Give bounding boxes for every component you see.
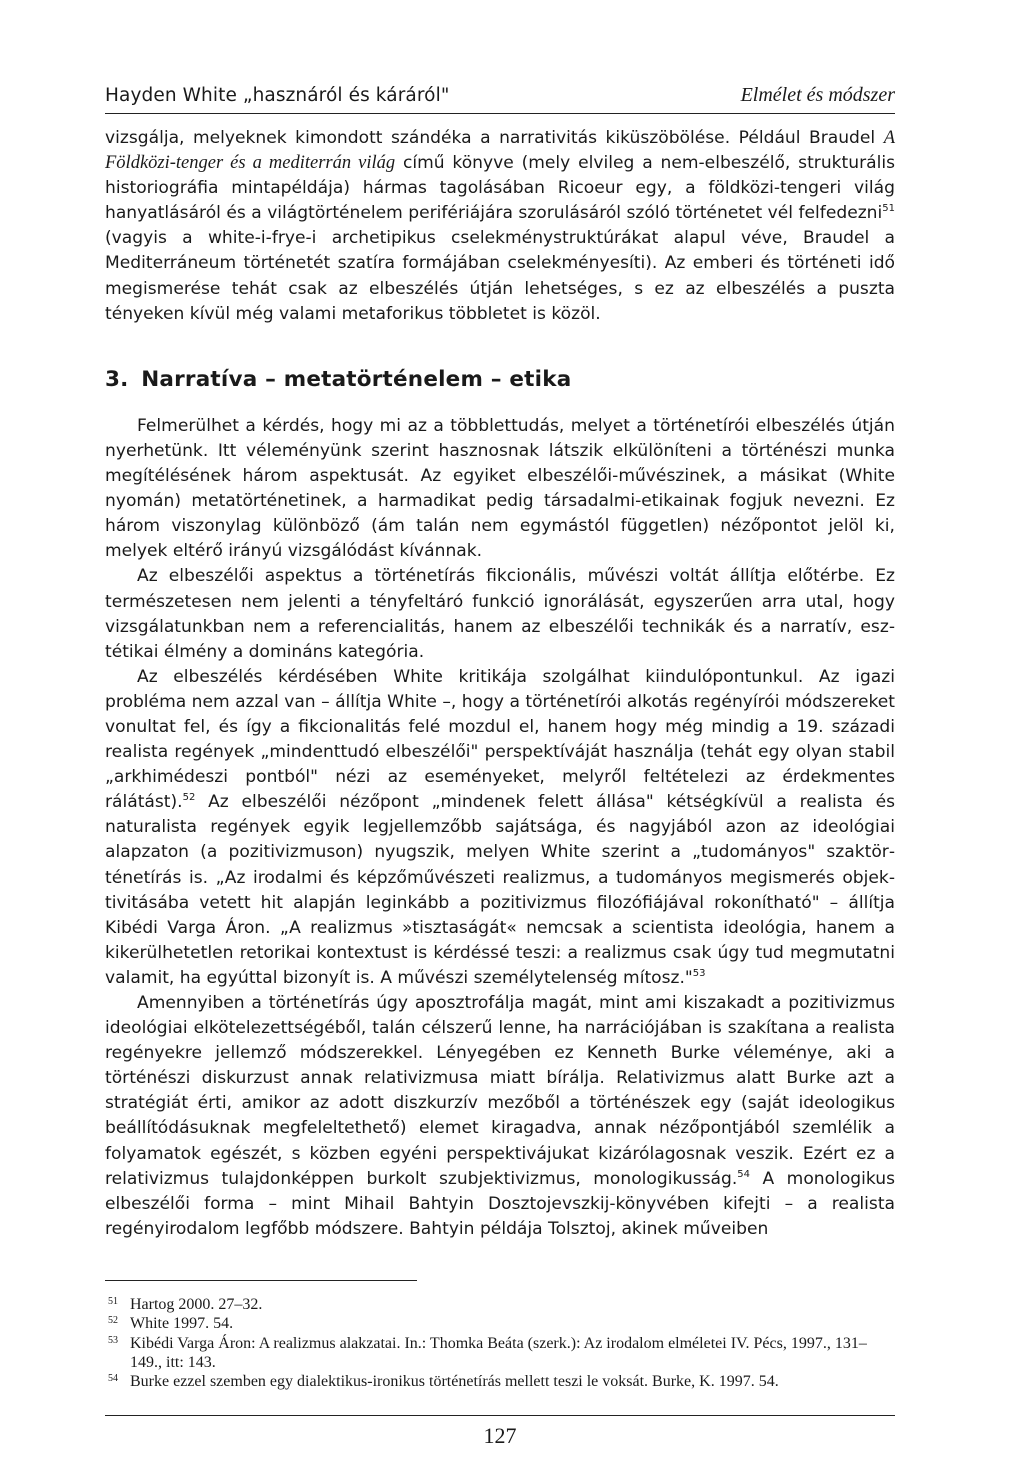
page-number: 127	[483, 1423, 517, 1449]
section-heading	[105, 367, 895, 392]
running-header-section: Elmélet és módszer	[740, 84, 895, 106]
footnotes	[105, 1295, 895, 1391]
footnote-number: 52	[108, 1315, 118, 1327]
footnote	[108, 1314, 895, 1333]
footnote-ref[interactable]: 52	[182, 792, 196, 804]
footnote-text: White 1997. 54.	[130, 1315, 234, 1333]
footnote	[108, 1295, 895, 1314]
paragraph: vizsgálja, melyeknek kimondott szándéka a narrativitás kiküszöbölése. Például Braudel A Földközi-tenger és a mediterrán világ című könyve (mely elvileg a nem-elbeszélő, strukturális historiográfia mintapéldája) hármas tagolásában Ricoeur egy, a földközi-tengeri világ hanyatlásáról és a világtörténelem perifériájára szorulásáról szóló történetet vél felfedezni$^{51}$ (vagyis a white-i-frye-i archetipikus cselekménystruktúrákat alapul véve, Braudel a Mediterráneum történetét szatíra formájában cselekményesíti). Az emberi és történeti idő megismerése tehát csak az elbeszélés útján lehetséges, s ez az elbeszélés a puszta tényeken kívül még valami metaforikus többletet is közöl.	[105, 128, 895, 324]
footnote-text: Burke ezzel szemben egy dialektikus-ironikus történetírás mellett teszi le voksát. Burke, K. 1997. 54.	[130, 1373, 779, 1391]
running-header	[105, 84, 895, 114]
footnote-ref[interactable]: 51	[882, 203, 895, 215]
footnote-number: 53	[108, 1334, 118, 1346]
running-header-title: Hayden White „hasznáról és káráról"	[105, 85, 450, 106]
section-title: Narratíva – metatörténelem – etika	[141, 366, 572, 392]
book-title: A Földközi-tenger és a mediterrán világ	[105, 128, 895, 174]
footnote-number: 51	[108, 1295, 118, 1307]
bottom-rule	[105, 1415, 895, 1416]
footnote-text: Kibédi Varga Áron: A realizmus alakzatai. In.: Thomka Beáta (szerk.): Az irodalom elméletei IV. Pécs, 1997., 131–149., itt: 143.	[130, 1334, 867, 1371]
footnote-ref[interactable]: 53	[692, 967, 706, 979]
paragraph: Az elbeszélés kérdésében White kritikája szolgálhat kiindulópontunkul. Az igazi probléma nem azzal van – állítja White –, hogy a történetírói alkotás regényírói módszereket vonultat fel, és így a fikcionalitás felé mozdul el, hanem hogy még mindig a 19. századi realista regények „mindenttudó elbeszélői" perspektíváját használja (tehát egy olyan stabil „arkhimédeszi pontból" nézi az eseményeket, melyről feltételezi az érdekmentes rálátást).$^{52}$ Az elbeszélői nézőpont „mindenek felett állása" kétségkívül a realista és naturalista regények egyik legjellemzőbb sajátsága, és nagyjából azon az ideológiai alapzaton (a pozitivizmuson) nyugszik, melyen White szerint a „tudományos" szaktörténetírás is. „Az irodalmi és képzőművészeti realizmus, a tudományos megismerés objektivitásába vetett hit alapján leginkább a pozitivizmus filozófiájával rokonítható" – állítja Kibédi Varga Áron. „A realizmus »tisztaságát« nemcsak a scientista ideológia, hanem a kikerülhetetlen retorikai kontextust is kérdéssé teszi: a realizmus csak úgy tud megmutatni valamit, ha egyúttal bizonyít is. A művészi személytelenség mítosz."$^{53}$	[105, 666, 895, 988]
paragraph: Amennyiben a történetírás úgy aposztrofálja magát, mint ami kiszakadt a pozitivizmus ideológiai elkötelezettségéből, talán célszerű lenne, ha narrációjában is szakítana a realista regényekre jellemző módszerekkel. Lényegében ez Kenneth Burke véleménye, aki a történészi diskurzust annak relativizmusa miatt bírálja. Relativizmus alatt Burke azt a stratégiát érti, amikor az adott diszkurzív mezőből a történészek egy (saját ideologikus beállítódásuknak megfeleltethető) elemet kiragadva, annak nézőpontjából szemlélik a folyamatok egészét, s közben egyéni perspektivájukat kizárólagosnak veszik. Ezért ez a relativizmus tulajdonképpen burkolt szubjektivizmus, monologikusság.$^{54}$ A monologikus elbeszélői forma – mint Mihail Bahtyin Dosztojevszkij-könyvében kifejti – a realista regényirodalom legfőbb módszere. Bahtyin példája Tolsztoj, akinek műveiben	[105, 993, 895, 1239]
book-page	[105, 84, 895, 1449]
footnote-number: 54	[108, 1373, 118, 1385]
footnote	[108, 1372, 895, 1391]
body-text	[105, 126, 895, 1242]
footnote-divider	[105, 1280, 417, 1281]
footnote-ref[interactable]: 54	[737, 1168, 750, 1180]
paragraph: Felmerülhet a kérdés, hogy mi az a többlettudás, melyet a történetírói elbeszélés útján nyerhetünk. Itt véleményünk szerint hasznosnak látszik elkülöníteni a történészi munka megítélésének három aspektusát. Az egyiket elbeszélői-művészinek, a másikat (White nyomán) metatörténetinek, a harmadikat pedig társadalmi-etikainak fogjuk nevezni. Ez három viszonylag különböző (ám talán nem egymástól független) nézőpontot jelöl ki, melyek eltérő irányú vizsgálódást kívánnak.	[105, 415, 895, 562]
section-number: 3.	[105, 366, 129, 392]
footnote-text: Hartog 2000. 27–32.	[130, 1295, 263, 1313]
paragraph: Az elbeszélői aspektus a történetírás fikcionális, művészi voltát állítja előtérbe. Ez természetesen nem jelenti a tényfeltáró funkció ignorálását, egyszerűen arra utal, hogy vizsgálatunkban nem a referencialitás, hanem az elbeszélői technikák és a narratív, esztétikai élmény a domináns kategória.	[105, 566, 895, 662]
footnote	[108, 1334, 895, 1373]
